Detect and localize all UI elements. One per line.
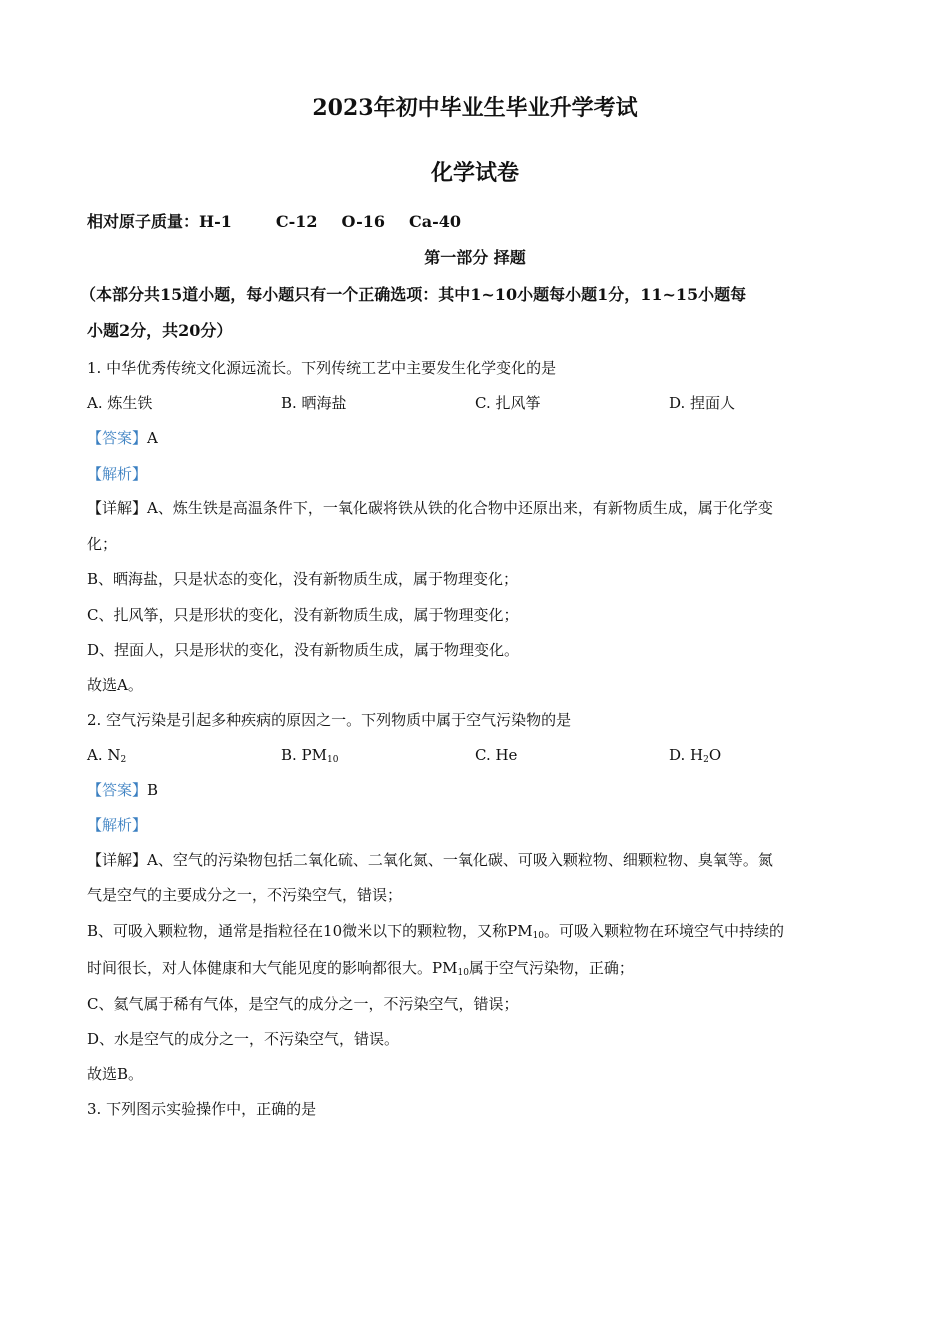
q2-answer (87, 780, 867, 800)
q2-detail-b-line2 (87, 958, 867, 978)
q2-option-d (669, 745, 721, 765)
detail-text: A、空气的污染物包括二氧化硫、二氧化氮、一氧化碳、可吸入颗粒物、细颗粒物、臭氧等。氮 (147, 851, 773, 869)
q2-detail-a-line2: 气是空气的主要成分之一，不污染空气，错误； (87, 886, 403, 904)
atomic-mass-c: C-12 (275, 212, 318, 231)
q2-conclusion: 故选B。 (87, 1065, 144, 1083)
q1-detail-b: B、晒海盐，只是状态的变化，没有新物质生成，属于物理变化； (87, 570, 519, 588)
q2-stem: 2. 空气污染是引起多种疾病的原因之一。下列物质中属于空气污染物的是 (87, 711, 572, 729)
section-note-line2: 小题2分，共20分） (87, 321, 233, 340)
q2-analysis-tag: 【解析】 (87, 816, 148, 834)
subscript: 10 (532, 931, 545, 941)
q1-option-b: B. 晒海盐 (281, 394, 347, 412)
subscript: 2 (703, 755, 709, 765)
detail-text: 属于空气污染物，正确； (468, 959, 634, 977)
q2-detail-d: D、水是空气的成分之一，不污染空气，错误。 (87, 1030, 400, 1048)
section-title: 第一部分 择题 (424, 248, 526, 267)
answer-tag: 【答案】 (87, 781, 148, 799)
atomic-mass-line (87, 212, 867, 232)
option-text: D. H (669, 746, 704, 764)
subscript: 10 (327, 755, 339, 765)
subject-title: 化学试卷 (430, 160, 519, 186)
q2-detail-a-line1 (87, 850, 867, 870)
answer-value: A (147, 429, 158, 447)
q2-option-c: C. He (475, 746, 518, 764)
section-note-line1: （本部分共15道小题，每小题只有一个正确选项：其中1~10小题每小题1分，11~15小题每 (80, 285, 747, 304)
q1-analysis-tag: 【解析】 (87, 465, 148, 483)
detail-text: 。可吸入颗粒物在环境空气中持续的 (544, 922, 785, 940)
detail-tag: 【详解】 (87, 499, 148, 517)
atomic-mass-o: O-16 (341, 212, 385, 231)
q1-detail-d: D、捏面人，只是形状的变化，没有新物质生成，属于物理变化。 (87, 641, 520, 659)
q3-stem: 3. 下列图示实验操作中，正确的是 (87, 1100, 317, 1118)
q1-stem: 1. 中华优秀传统文化源远流长。下列传统工艺中主要发生化学变化的是 (87, 359, 557, 377)
q1-detail-a-line1 (87, 498, 867, 518)
q2-detail-c: C、氦气属于稀有气体，是空气的成分之一，不污染空气，错误； (87, 995, 519, 1013)
subscript: 2 (120, 755, 127, 765)
q1-option-c: C. 扎风筝 (475, 394, 541, 412)
answer-tag: 【答案】 (87, 429, 148, 447)
detail-text: 时间很长，对人体健康和大气能见度的影响都很大。PM (87, 959, 458, 977)
q1-conclusion: 故选A。 (87, 676, 143, 694)
answer-value: B (147, 781, 159, 799)
q1-detail-c: C、扎风筝，只是形状的变化，没有新物质生成，属于物理变化； (87, 606, 519, 624)
atomic-mass-ca: Ca-40 (408, 212, 461, 231)
option-text: B. PM (281, 746, 328, 764)
atomic-mass-label: 相对原子质量： (87, 212, 200, 231)
q1-option-d: D. 捏面人 (669, 394, 736, 412)
detail-text: B、可吸入颗粒物，通常是指粒径在10微米以下的颗粒物，又称PM (87, 922, 533, 940)
subscript: 10 (457, 968, 469, 978)
q1-answer (87, 428, 867, 448)
option-text: O (708, 746, 722, 764)
q2-option-b (281, 745, 338, 765)
detail-tag: 【详解】 (87, 851, 148, 869)
option-text: A. N (87, 746, 121, 764)
exam-title: 2023年初中毕业生毕业升学考试 (312, 95, 638, 121)
detail-text: A、炼生铁是高温条件下，一氧化碳将铁从铁的化合物中还原出来，有新物质生成，属于化学变 (147, 499, 773, 517)
q1-detail-a-line2: 化； (87, 535, 118, 553)
atomic-mass-h: H-1 (199, 212, 232, 231)
q2-option-a (87, 745, 126, 765)
q1-option-a: A. 炼生铁 (87, 394, 153, 412)
q2-detail-b-line1 (87, 921, 867, 941)
